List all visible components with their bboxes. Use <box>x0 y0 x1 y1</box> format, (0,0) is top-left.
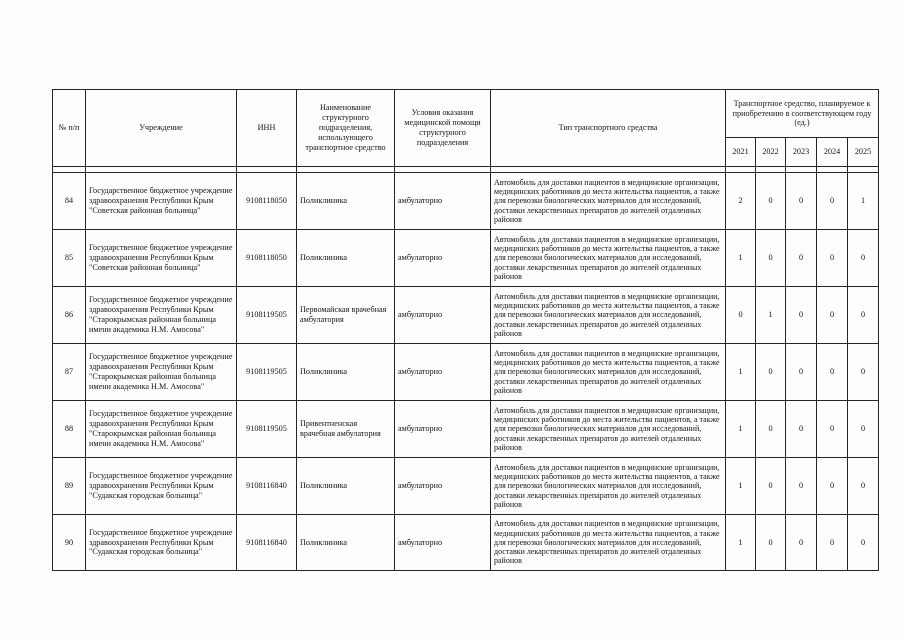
inn-cell: 9108118050 <box>237 230 297 287</box>
year-value-cell: 0 <box>786 230 817 287</box>
year-value-cell: 0 <box>756 344 786 401</box>
transport-type-cell: Автомобиль для доставки пациентов в медицинские организации, медицинских работников до места жительства пациентов, а также для перевозки биологических материалов для исследований, доставки лекарственных препаратов до жителей отдаленных районов <box>491 230 726 287</box>
year-value-cell: 1 <box>726 230 756 287</box>
year-value-cell: 0 <box>817 173 848 230</box>
year-value-cell: 0 <box>786 401 817 458</box>
header-inn: ИНН <box>237 90 297 167</box>
year-value-cell: 0 <box>817 344 848 401</box>
subdivision-cell: Поликлиника <box>297 173 395 230</box>
table-row <box>53 287 879 344</box>
header-conditions: Условия оказания медицинской помощи структурного подразделения <box>395 90 491 167</box>
year-value-cell: 0 <box>756 401 786 458</box>
year-value-cell: 0 <box>848 401 879 458</box>
transport-type-cell: Автомобиль для доставки пациентов в медицинские организации, медицинских работников до места жительства пациентов, а также для перевозки биологических материалов для исследований, доставки лекарственных препаратов до жителей отдаленных районов <box>491 515 726 571</box>
year-value-cell: 1 <box>726 458 756 515</box>
year-value-cell: 0 <box>848 287 879 344</box>
institution-cell: Государственное бюджетное учреждение здравоохранения Республики Крым "Судакская городская больница" <box>86 515 237 571</box>
transport-type-cell: Автомобиль для доставки пациентов в медицинские организации, медицинских работников до места жительства пациентов, а также для перевозки биологических материалов для исследований, доставки лекарственных препаратов до жителей отдаленных районов <box>491 401 726 458</box>
subdivision-cell: Поликлиника <box>297 344 395 401</box>
conditions-cell: амбулаторно <box>395 515 491 571</box>
year-value-cell: 0 <box>756 173 786 230</box>
institution-cell: Государственное бюджетное учреждение здравоохранения Республики Крым "Старокрымская районная больница имени академика Н.М. Амосова" <box>86 401 237 458</box>
conditions-cell: амбулаторно <box>395 287 491 344</box>
transport-type-cell: Автомобиль для доставки пациентов в медицинские организации, медицинских работников до места жительства пациентов, а также для перевозки биологических материалов для исследований, доставки лекарственных препаратов до жителей отдаленных районов <box>491 173 726 230</box>
year-value-cell: 0 <box>786 458 817 515</box>
conditions-cell: амбулаторно <box>395 401 491 458</box>
subdivision-cell: Поликлиника <box>297 230 395 287</box>
subdivision-cell: Поликлиника <box>297 458 395 515</box>
header-transport-type: Тип транспортного средства <box>491 90 726 167</box>
institution-cell: Государственное бюджетное учреждение здравоохранения Республики Крым "Старокрымская районная больница имени академика Н.М. Амосова" <box>86 287 237 344</box>
row-number-cell: 85 <box>53 230 86 287</box>
table-row <box>53 344 879 401</box>
header-year: 2024 <box>817 138 848 167</box>
conditions-cell: амбулаторно <box>395 230 491 287</box>
year-value-cell: 0 <box>786 287 817 344</box>
year-value-cell: 0 <box>817 401 848 458</box>
year-value-cell: 0 <box>848 515 879 571</box>
year-value-cell: 0 <box>848 458 879 515</box>
inn-cell: 9108119505 <box>237 401 297 458</box>
inn-cell: 9108118050 <box>237 173 297 230</box>
year-value-cell: 0 <box>817 287 848 344</box>
header-year: 2021 <box>726 138 756 167</box>
header-year: 2025 <box>848 138 879 167</box>
year-value-cell: 0 <box>756 458 786 515</box>
row-number-cell: 87 <box>53 344 86 401</box>
year-value-cell: 1 <box>726 344 756 401</box>
row-number-cell: 86 <box>53 287 86 344</box>
year-value-cell: 0 <box>848 230 879 287</box>
row-number-cell: 90 <box>53 515 86 571</box>
transport-type-cell: Автомобиль для доставки пациентов в медицинские организации, медицинских работников до места жительства пациентов, а также для перевозки биологических материалов для исследований, доставки лекарственных препаратов до жителей отдаленных районов <box>491 458 726 515</box>
inn-cell: 9108119505 <box>237 344 297 401</box>
table-row <box>53 458 879 515</box>
year-value-cell: 0 <box>726 287 756 344</box>
institution-cell: Государственное бюджетное учреждение здравоохранения Республики Крым "Судакская городская больница" <box>86 458 237 515</box>
subdivision-cell: Привентненская врачебная амбулатория <box>297 401 395 458</box>
year-value-cell: 2 <box>726 173 756 230</box>
year-value-cell: 0 <box>756 515 786 571</box>
header-year: 2023 <box>786 138 817 167</box>
vehicle-plan-table <box>52 89 879 571</box>
table-row <box>53 173 879 230</box>
year-value-cell: 0 <box>817 458 848 515</box>
header-num: № п/п <box>53 90 86 167</box>
subdivision-cell: Первомайская врачебная амбулатория <box>297 287 395 344</box>
header-institution: Учреждение <box>86 90 237 167</box>
row-number-cell: 89 <box>53 458 86 515</box>
subdivision-cell: Поликлиника <box>297 515 395 571</box>
year-value-cell: 1 <box>848 173 879 230</box>
header-planned: Транспортное средство, планируемое к приобретению в соответствующем году (ед.) <box>726 90 879 138</box>
year-value-cell: 0 <box>786 173 817 230</box>
year-value-cell: 0 <box>786 344 817 401</box>
table-row <box>53 230 879 287</box>
institution-cell: Государственное бюджетное учреждение здравоохранения Республики Крым "Советская районная больница" <box>86 173 237 230</box>
row-number-cell: 88 <box>53 401 86 458</box>
year-value-cell: 1 <box>756 287 786 344</box>
inn-cell: 9108116840 <box>237 458 297 515</box>
transport-type-cell: Автомобиль для доставки пациентов в медицинские организации, медицинских работников до места жительства пациентов, а также для перевозки биологических материалов для исследований, доставки лекарственных препаратов до жителей отдаленных районов <box>491 287 726 344</box>
year-value-cell: 0 <box>756 230 786 287</box>
institution-cell: Государственное бюджетное учреждение здравоохранения Республики Крым "Советская районная больница" <box>86 230 237 287</box>
year-value-cell: 0 <box>848 344 879 401</box>
conditions-cell: амбулаторно <box>395 344 491 401</box>
transport-type-cell: Автомобиль для доставки пациентов в медицинские организации, медицинских работников до места жительства пациентов, а также для перевозки биологических материалов для исследований, доставки лекарственных препаратов до жителей отдаленных районов <box>491 344 726 401</box>
year-value-cell: 1 <box>726 401 756 458</box>
conditions-cell: амбулаторно <box>395 458 491 515</box>
year-value-cell: 1 <box>726 515 756 571</box>
conditions-cell: амбулаторно <box>395 173 491 230</box>
inn-cell: 9108119505 <box>237 287 297 344</box>
year-value-cell: 0 <box>817 515 848 571</box>
row-number-cell: 84 <box>53 173 86 230</box>
header-subdivision: Наименование структурного подразделения, использующего транспортное средство <box>297 90 395 167</box>
year-value-cell: 0 <box>786 515 817 571</box>
year-value-cell: 0 <box>817 230 848 287</box>
institution-cell: Государственное бюджетное учреждение здравоохранения Республики Крым "Старокрымская районная больница имени академика Н.М. Амосова" <box>86 344 237 401</box>
table-row <box>53 401 879 458</box>
table-row <box>53 515 879 571</box>
inn-cell: 9108116840 <box>237 515 297 571</box>
header-year: 2022 <box>756 138 786 167</box>
